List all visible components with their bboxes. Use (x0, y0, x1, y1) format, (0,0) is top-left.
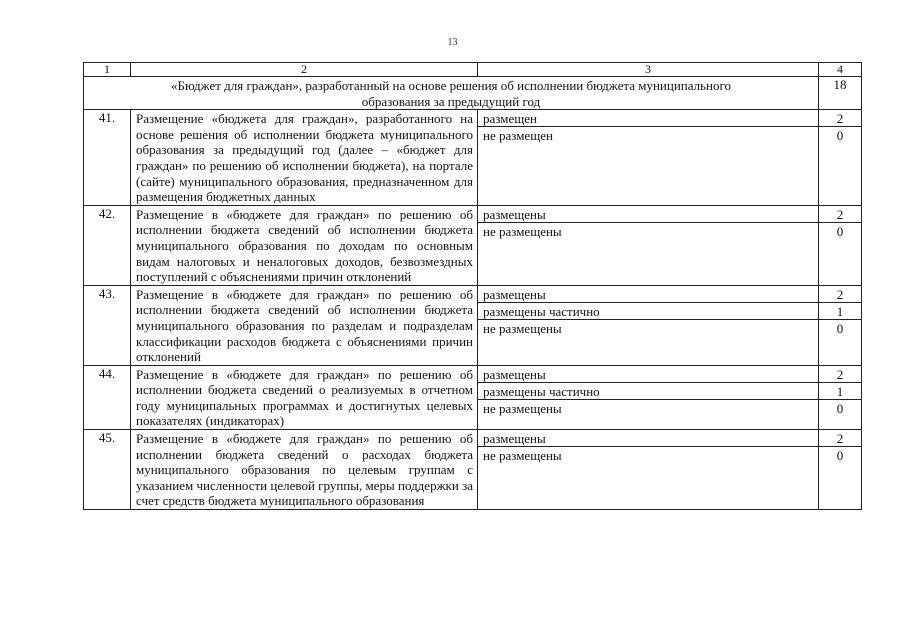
column-header-1: 1 (84, 63, 131, 77)
criterion-points (819, 110, 862, 206)
option-label: размещены (478, 206, 818, 223)
option-points: 0 (836, 400, 844, 416)
option-label: размещены (478, 286, 818, 303)
criterion-points (819, 285, 862, 365)
table-row (84, 205, 862, 285)
criterion-points (819, 430, 862, 510)
criterion-description: Размещение в «бюджете для граждан» по решению об исполнении бюджета сведений о реализуемых в отчетном году муниципальных программах и достигнутых целевых показателях (индикаторах) (131, 365, 478, 429)
option-points: 2 (819, 110, 861, 127)
criterion-options (478, 110, 819, 206)
table-row (84, 365, 862, 429)
option-label: размещен (478, 110, 818, 127)
option-label: размещены частично (478, 303, 818, 320)
option-points: 0 (836, 223, 844, 239)
table-row (84, 430, 862, 510)
option-points: 2 (819, 366, 861, 383)
option-points: 2 (819, 206, 861, 223)
criteria-table (83, 62, 862, 510)
criterion-options (478, 205, 819, 285)
option-points: 1 (819, 303, 861, 320)
page-number: 13 (447, 37, 458, 48)
option-points: 0 (836, 128, 844, 144)
criterion-description: Размещение в «бюджете для граждан» по решению об исполнении бюджета сведений об исполнении бюджета муниципального образования по разделам и подразделам классификации расходов бюджета с объяснениями причин отклонений (131, 285, 478, 365)
criterion-description: Размещение в «бюджете для граждан» по решению об исполнении бюджета сведений о расходах бюджета муниципального образования по целевым группам с указанием численности целевой группы, меры поддержки за счет средств бюджета муниципального образования (131, 430, 478, 510)
criterion-number: 45. (84, 430, 131, 510)
table-row (84, 110, 862, 206)
criterion-number: 43. (84, 285, 131, 365)
column-header-4: 4 (819, 63, 862, 77)
option-points: 0 (836, 320, 844, 336)
criterion-points (819, 365, 862, 429)
criterion-options (478, 285, 819, 365)
option-label: размещены (478, 366, 818, 383)
option-points: 0 (836, 448, 844, 464)
criterion-options (478, 365, 819, 429)
option-label: не размещены (483, 320, 562, 336)
option-label: размещены частично (478, 383, 818, 400)
option-label: не размещены (483, 223, 562, 239)
criterion-number: 44. (84, 365, 131, 429)
option-points: 2 (819, 286, 861, 303)
option-points: 1 (819, 383, 861, 400)
option-label: размещены (478, 430, 818, 447)
option-label: не размещены (483, 448, 562, 464)
section-points: 18 (819, 77, 862, 110)
criterion-number: 42. (84, 205, 131, 285)
section-title: «Бюджет для граждан», разработанный на основе решения об исполнении бюджета муниципального образования за предыдущий год (84, 77, 819, 110)
criterion-number: 41. (84, 110, 131, 206)
column-header-2: 2 (131, 63, 478, 77)
option-points: 2 (819, 430, 861, 447)
column-header-3: 3 (478, 63, 819, 77)
option-label: не размещен (483, 128, 553, 144)
header-row (84, 63, 862, 77)
criterion-options (478, 430, 819, 510)
criterion-description: Размещение «бюджета для граждан», разработанного на основе решения об исполнении бюджета муниципального образования за предыдущий год (далее – «бюджет для граждан» по решению об исполнении бюджета), на портале (сайте) муниципального образования, предназначенном для размещения бюджетных данных (131, 110, 478, 206)
option-label: не размещены (483, 400, 562, 416)
section-row (84, 77, 862, 110)
criterion-points (819, 205, 862, 285)
table-row (84, 285, 862, 365)
criterion-description: Размещение в «бюджете для граждан» по решению об исполнении бюджета сведений об исполнении бюджета муниципального образования по доходам по основным видам налоговых и неналоговых доходов, безвозмездных поступлений с объяснениями причин отклонений (131, 205, 478, 285)
